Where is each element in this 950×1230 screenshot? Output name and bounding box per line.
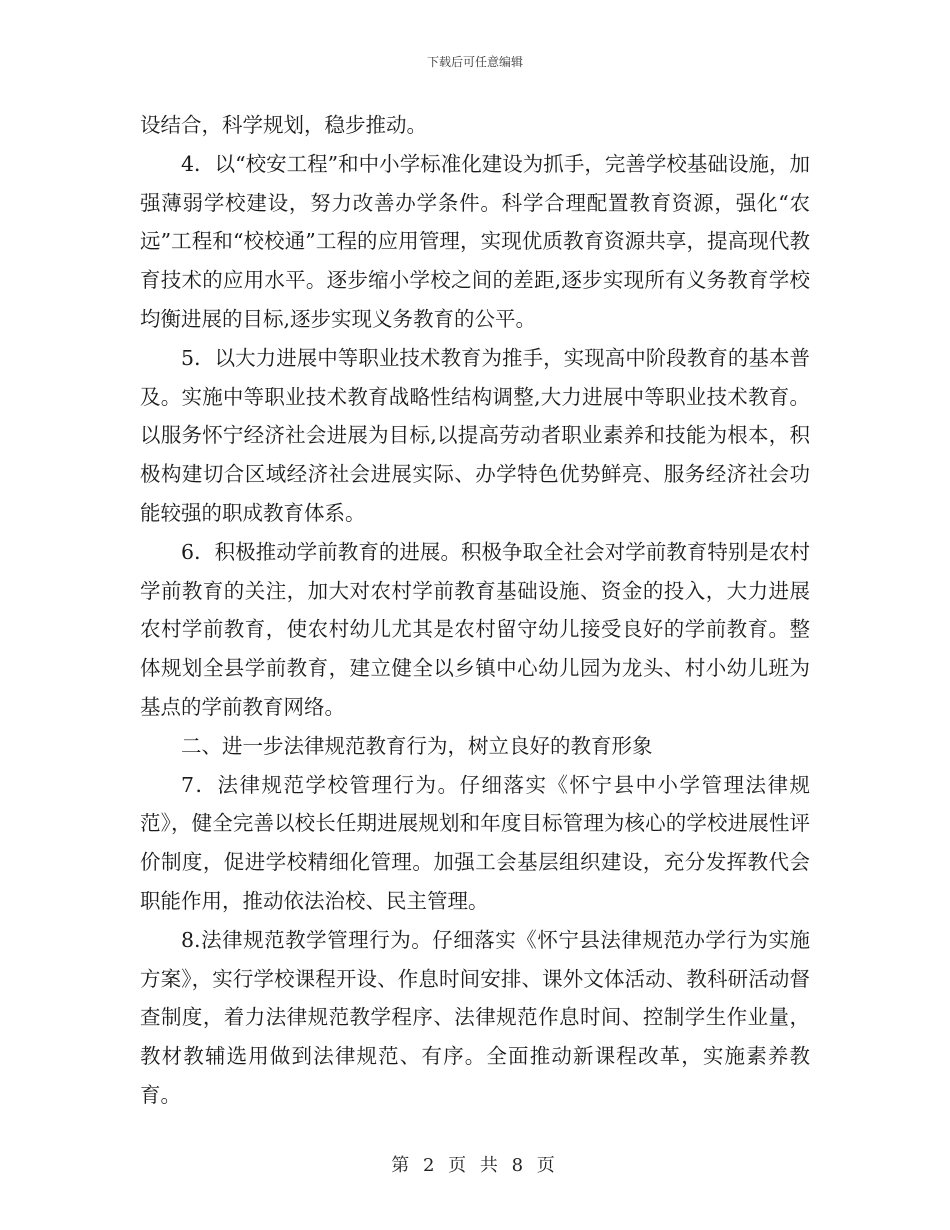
paragraph-item-5: 5．以大力进展中等职业技术教育为推手，实现高中阶段教育的基本普及。实施中等职业技术教育战略性结构调整,大力进展中等职业技术教育。以服务怀宁经济社会进展为目标,以提高劳动者职业素养和技能为根本，积极构建切合区域经济社会进展实际、办学特色优势鲜亮、服务经济社会功能较强的职成教育体系。 — [140, 345, 810, 525]
paragraph-item-4: 4．以“校安工程”和中小学标准化建设为抓手，完善学校基础设施，加强薄弱学校建设，努力改善办学条件。科学合理配置教育资源，强化“农远”工程和“校校通”工程的应用管理，实现优质教育资源共享，提高现代教育技术的应用水平。逐步缩小学校之间的差距,逐步实现所有义务教育学校均衡进展的目标,逐步实现义务教育的公平。 — [140, 151, 810, 331]
paragraph-item-7: 7．法律规范学校管理行为。仔细落实《怀宁县中小学管理法律规范》，健全完善以校长任期进展规划和年度目标管理为核心的学校进展性评价制度，促进学校精细化管理。加强工会基层组织建设，充分发挥教代会职能作用，推动依法治校、民主管理。 — [140, 772, 810, 913]
page-header: 下载后可任意编辑 — [426, 55, 523, 69]
paragraph-item-8: 8.法律规范教学管理行为。仔细落实《怀宁县法律规范办学行为实施方案》，实行学校课程开设、作息时间安排、课外文体活动、教科研活动督查制度，着力法律规范教学程序、法律规范作息时间、控制学生作业量，教材教辅选用做到法律规范、有序。全面推动新课程改革，实施素养教育。 — [140, 927, 810, 1107]
section-heading-2: 二、进一步法律规范教育行为，树立良好的教育形象 — [181, 733, 653, 758]
paragraph-continuation: 设结合，科学规划，稳步推动。 — [140, 113, 427, 137]
page-number: 第 2 页 共 8 页 — [391, 1155, 559, 1176]
document-body — [140, 106, 810, 1115]
paragraph-item-6: 6．积极推动学前教育的进展。积极争取全社会对学前教育特别是农村学前教育的关注，加大对农村学前教育基础设施、资金的投入，大力进展农村学前教育，使农村幼儿尤其是农村留守幼儿接受良好的学前教育。整体规划全县学前教育，建立健全以乡镇中心幼儿园为龙头、村小幼儿班为基点的学前教育网络。 — [140, 539, 810, 719]
